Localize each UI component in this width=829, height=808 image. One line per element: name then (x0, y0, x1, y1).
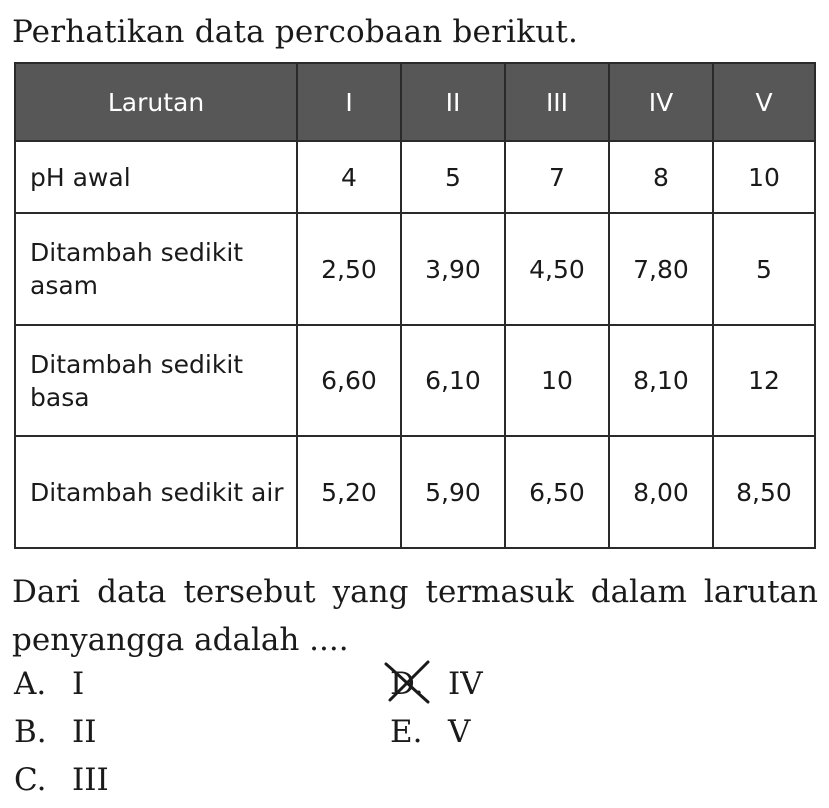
table-cell: 3,90 (401, 213, 505, 325)
table-cell: 8,50 (713, 436, 815, 548)
option-letter: B. (14, 714, 47, 750)
option-letter (390, 664, 448, 704)
table-cell: 6,10 (401, 325, 505, 437)
option-value: II (72, 714, 97, 750)
table-cell: 4 (297, 141, 401, 213)
table-cell: 8,00 (609, 436, 713, 548)
table-cell: 5 (401, 141, 505, 213)
table-cell: 10 (505, 325, 609, 437)
row-label: Ditambah sedikit basa (15, 325, 297, 437)
option-b[interactable] (14, 712, 97, 752)
table-row (15, 436, 815, 548)
intro-text: Perhatikan data percobaan berikut. (12, 14, 579, 50)
table-cell: 12 (713, 325, 815, 437)
option-letter: E. (390, 714, 423, 750)
row-label: pH awal (15, 141, 297, 213)
option-letter: C. (14, 762, 47, 798)
table-cell: 6,50 (505, 436, 609, 548)
table-cell: 8,10 (609, 325, 713, 437)
option-value: I (72, 666, 85, 702)
option-letter: A. (14, 666, 47, 702)
question-text: Dari data tersebut yang termasuk dalam larutan penyangga adalah .... (12, 574, 818, 658)
table-cell: 5,20 (297, 436, 401, 548)
table-cell: 5 (713, 213, 815, 325)
row-label: Ditambah sedikit air (15, 436, 297, 548)
experiment-table (14, 62, 816, 549)
option-d[interactable] (390, 664, 483, 704)
option-value: IV (448, 666, 483, 702)
table-cell: 8 (609, 141, 713, 213)
header-cell-iv: IV (609, 63, 713, 141)
table-cell: 4,50 (505, 213, 609, 325)
option-e[interactable] (390, 712, 470, 752)
header-cell-v: V (713, 63, 815, 141)
table-row (15, 141, 815, 213)
table-row (15, 213, 815, 325)
table-row (15, 325, 815, 437)
table-header-row (15, 63, 815, 141)
header-cell-i: I (297, 63, 401, 141)
option-letter-text: D. (390, 666, 424, 702)
table-cell: 7,80 (609, 213, 713, 325)
header-cell-larutan: Larutan (15, 63, 297, 141)
header-cell-ii: II (401, 63, 505, 141)
table-cell: 10 (713, 141, 815, 213)
option-value: III (72, 762, 109, 798)
row-label: Ditambah sedikit asam (15, 213, 297, 325)
table-cell: 7 (505, 141, 609, 213)
table-cell: 6,60 (297, 325, 401, 437)
option-c[interactable] (14, 760, 109, 800)
header-cell-iii: III (505, 63, 609, 141)
table-cell: 5,90 (401, 436, 505, 548)
table-cell: 2,50 (297, 213, 401, 325)
option-value: V (448, 714, 471, 750)
option-a[interactable] (14, 664, 84, 704)
